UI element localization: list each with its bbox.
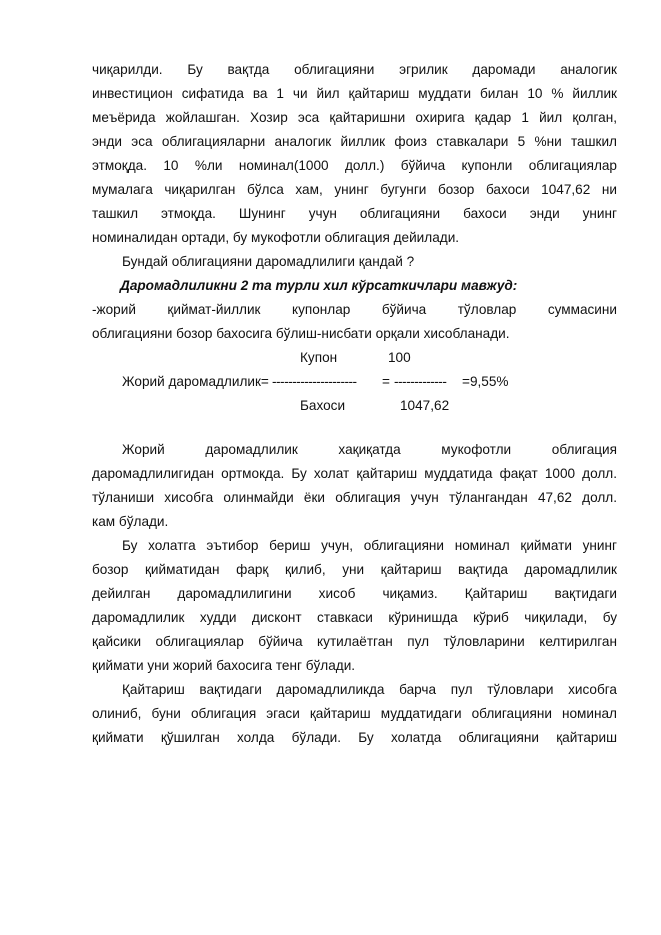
text-line: облигацияни бозор бахосига бўлиш-нисбати орқали хисобланади.	[92, 326, 510, 341]
paragraph-1	[92, 58, 617, 250]
text-line: кам бўлади.	[92, 514, 169, 529]
numerator-label: Купон	[300, 350, 338, 365]
text-line: чиқарилди. Бу вақтда облигацияни эгрилик даромади аналогик	[92, 62, 617, 77]
formula-denominator	[92, 394, 617, 418]
text-line: ташкил этмоқда. Шунинг учун облигацияни бахоси энди унинг	[92, 206, 617, 221]
text-line: инвестицион сифатида ва 1 чи йил қайтариш муддати билан 10 % йиллик	[92, 86, 617, 101]
formula-lhs: Жорий даромадлилик=	[122, 374, 269, 389]
text-line: номиналидан ортади, бу мукофотли облигация дейилади.	[92, 230, 460, 245]
numerator-value: 100	[388, 350, 411, 365]
text-line: олиниб, буни облигация эгаси қайтариш муддатидаги облигацияни номинал	[92, 706, 617, 721]
paragraph-3	[92, 298, 617, 346]
spacer	[92, 418, 617, 438]
text-line: энди эса облигацияларни аналогик йиллик фоиз ставкалари 5 %ни ташкил	[92, 134, 617, 149]
denominator-label: Бахоси	[300, 398, 346, 413]
question-line: Бундай облигацияни даромадлилиги қандай ?	[122, 254, 415, 269]
text-line: қайсики облигациялар бўйича кутилаётган пул тўловларини келтирилган	[92, 634, 617, 649]
text-line: дейилган даромадлилигини хисоб чиқамиз. Қайтариш вақтидаги	[92, 586, 617, 601]
text-line: Қайтариш вақтидаги даромадлиликда барча пул тўловлари хисобга	[122, 682, 617, 697]
text-line: Жорий даромадлилик хақиқатда мукофотли облигация	[122, 442, 617, 457]
paragraph-4	[92, 438, 617, 534]
document-page	[92, 58, 617, 750]
text-line: қиймати қўшилган холда бўлади. Бу холатда облигацияни қайтариш	[92, 730, 617, 745]
text-line: қиймати уни жорий бахосига тенг бўлади.	[92, 658, 356, 673]
text-line: даромадлилигидан ортмокда. Бу холат қайтариш муддатида фақат 1000 долл.	[92, 466, 617, 481]
formula-numerator	[92, 346, 617, 370]
denominator-value: 1047,62	[400, 398, 450, 413]
text-line: бозор қийматидан фарқ қилиб, уни қайтариш вақтида даромадлилик	[92, 562, 617, 577]
paragraph-6	[92, 678, 617, 750]
text-line: -жорий қиймат-йиллик купонлар бўйича тўловлар суммасини	[92, 302, 617, 317]
fraction-bar-2: -------------	[394, 374, 447, 389]
section-heading: Даромадлиликни 2 та турли хил кўрсаткичлари мавжуд:	[120, 278, 518, 293]
text-line: даромадлилик худди дисконт ставкаси кўринишда кўриб чиқилади, бу	[92, 610, 617, 625]
equals-sign: =	[382, 374, 390, 389]
text-line: этмоқда. 10 %ли номинал(1000 долл.) бўйича купонли облигациялар	[92, 158, 617, 173]
formula-main-line	[92, 370, 617, 394]
text-line: тўланиши хисобга олинмайди ёки облигация учун тўлангандан 47,62 долл.	[92, 490, 617, 505]
text-line: мумалага чиқарилган бўлса хам, унинг бугунги бозор бахоси 1047,62 ни	[92, 182, 617, 197]
fraction-bar-1: ---------------------	[272, 374, 357, 389]
text-line: Бу холатга эътибор бериш учун, облигацияни номинал қиймати унинг	[122, 538, 617, 553]
formula-block	[92, 346, 617, 418]
formula-result: =9,55%	[462, 374, 509, 389]
paragraph-5	[92, 534, 617, 678]
text-line: меъёрида жойлашган. Хозир эса қайтаришни охирига қадар 1 йил қолган,	[92, 110, 617, 125]
